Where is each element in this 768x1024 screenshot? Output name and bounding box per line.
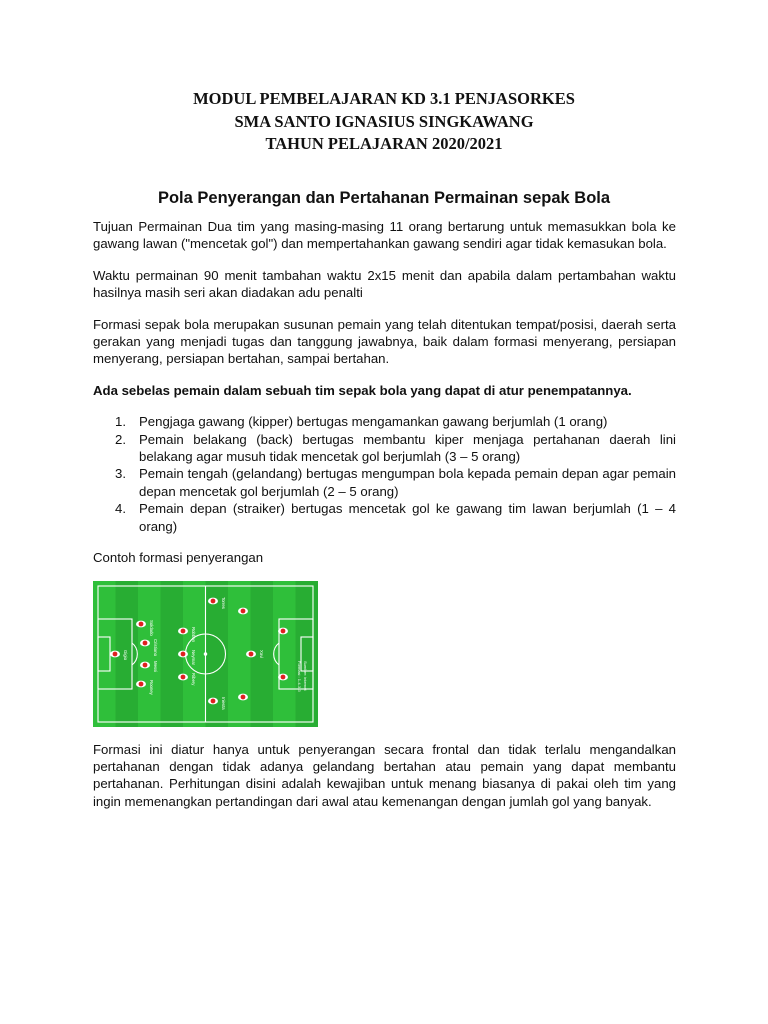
player-name-label: Soldado bbox=[149, 619, 154, 636]
player-icon bbox=[140, 661, 150, 668]
player-name-label: Xavi bbox=[259, 649, 264, 658]
player-name-label: Neymar bbox=[191, 649, 196, 665]
pitch-stripe bbox=[296, 581, 319, 727]
player-name-label: Rooney bbox=[149, 679, 154, 695]
list-number: 1. bbox=[115, 414, 126, 430]
player-head bbox=[181, 651, 186, 656]
player-name-label: Torres bbox=[221, 596, 226, 609]
player-head bbox=[211, 598, 216, 603]
football-pitch-diagram bbox=[93, 581, 318, 727]
header-line-1: MODUL PEMBELAJARAN KD 3.1 PENJASORKES bbox=[193, 89, 575, 108]
player-icon bbox=[178, 650, 188, 657]
player-name-label: Robben bbox=[191, 626, 196, 642]
player-icon bbox=[278, 673, 288, 680]
player-icon bbox=[208, 697, 218, 704]
list-text: Pemain depan (straiker) bertugas mencetak gol ke gawang tim lawan berjumlah (1 – 4 orang) bbox=[139, 501, 676, 534]
player-icon bbox=[136, 680, 146, 687]
paragraph-formation: Formasi sepak bola merupakan susunan pemain yang telah ditentukan tempat/posisi, daerah serta gerakan yang menjadi tugas dan tanggung jawabnya, baik dalam formasi menyerang, persiapan menyerang, persiapan bertahan, sampai bertahan. bbox=[93, 316, 676, 367]
player-roles-list bbox=[93, 413, 676, 535]
list-item bbox=[93, 431, 676, 466]
list-text: Pemain tengah (gelandang) bertugas mengumpan bola kepada pemain depan agar pemain depan mencetak gol berjumlah (2 – 5 orang) bbox=[139, 466, 676, 499]
example-label: Contoh formasi penyerangan bbox=[93, 550, 264, 566]
player-name-label: Gigio bbox=[123, 649, 128, 660]
player-head bbox=[211, 698, 216, 703]
player-head bbox=[143, 640, 148, 645]
center-spot bbox=[204, 652, 206, 654]
player-head bbox=[281, 628, 286, 633]
player-head bbox=[281, 674, 286, 679]
header-line-2: SMA SANTO IGNASIUS SINGKAWANG bbox=[234, 111, 534, 131]
list-item bbox=[93, 413, 676, 430]
player-icon bbox=[278, 627, 288, 634]
pitch-caption-text: Sumber: internet bbox=[303, 660, 308, 691]
player-head bbox=[143, 662, 148, 667]
player-head bbox=[139, 681, 144, 686]
player-head bbox=[113, 651, 118, 656]
header-line-3: TAHUN PELAJARAN 2020/2021 bbox=[265, 134, 503, 153]
paragraph-objective: Tujuan Permainan Dua tim yang masing-masing 11 orang bertarung untuk memasukkan bola ke gawang lawan ("mencetak gol") dan mempertahankan gawang sendiri agar tidak kemasukan bola. bbox=[93, 219, 676, 252]
player-icon bbox=[246, 650, 256, 657]
player-head bbox=[181, 628, 186, 633]
list-text: Pemain belakang (back) bertugas membantu kiper menjaga pertahanan daerah lini belakang agar musuh tidak mencetak gol berjumlah (3 – 5 orang) bbox=[139, 431, 676, 465]
list-number: 4. bbox=[115, 501, 126, 517]
section-title: Pola Penyerangan dan Pertahanan Permainan sepak Bola bbox=[157, 189, 611, 207]
player-head bbox=[241, 694, 246, 699]
list-item bbox=[93, 465, 676, 500]
player-icon bbox=[238, 693, 248, 700]
player-name-label: Ribery bbox=[191, 672, 196, 685]
list-number: 3. bbox=[115, 466, 126, 482]
player-head bbox=[249, 651, 254, 656]
player-icon bbox=[238, 607, 248, 614]
player-name-label: Messi bbox=[153, 660, 158, 672]
player-head bbox=[181, 674, 186, 679]
paragraph-formation-explanation: Formasi ini diatur hanya untuk penyerangan secara frontal dan tidak terlalu mengandalkan pertahanan dengan tidak adanya gelandang bertahan atau pemain yang dapat membantu pertahanan. Perhitungan disini adalah kewajiban untuk menang biasanya di pakai oleh tim yang ingin memenangkan pertandingan dari awal atau kemenangan dengan jumlah gol yang banyak. bbox=[93, 741, 676, 809]
formation-image bbox=[93, 581, 318, 727]
list-item bbox=[93, 500, 676, 535]
player-icon bbox=[136, 620, 146, 627]
pitch-caption-text: Formasi : 1-4-3-3 bbox=[297, 660, 302, 692]
document-header bbox=[0, 88, 768, 156]
player-icon bbox=[140, 639, 150, 646]
player-icon bbox=[208, 597, 218, 604]
player-icon bbox=[178, 627, 188, 634]
document-body bbox=[93, 218, 676, 824]
player-icon bbox=[178, 673, 188, 680]
player-icon bbox=[110, 650, 120, 657]
list-text: Pengjaga gawang (kipper) bertugas mengamankan gawang berjumlah (1 orang) bbox=[139, 414, 608, 430]
player-name-label: Iniesta bbox=[221, 696, 226, 710]
player-name-label: Cristiano bbox=[153, 638, 158, 656]
player-head bbox=[139, 621, 144, 626]
list-number: 2. bbox=[115, 431, 126, 447]
paragraph-duration: Waktu permainan 90 menit tambahan waktu 2x15 menit dan apabila dalam pertambahan waktu hasilnya masih seri akan diadakan adu penalti bbox=[93, 267, 676, 301]
player-head bbox=[241, 608, 246, 613]
bold-heading: Ada sebelas pemain dalam sebuah tim sepak bola yang dapat di atur penempatannya. bbox=[93, 382, 632, 398]
